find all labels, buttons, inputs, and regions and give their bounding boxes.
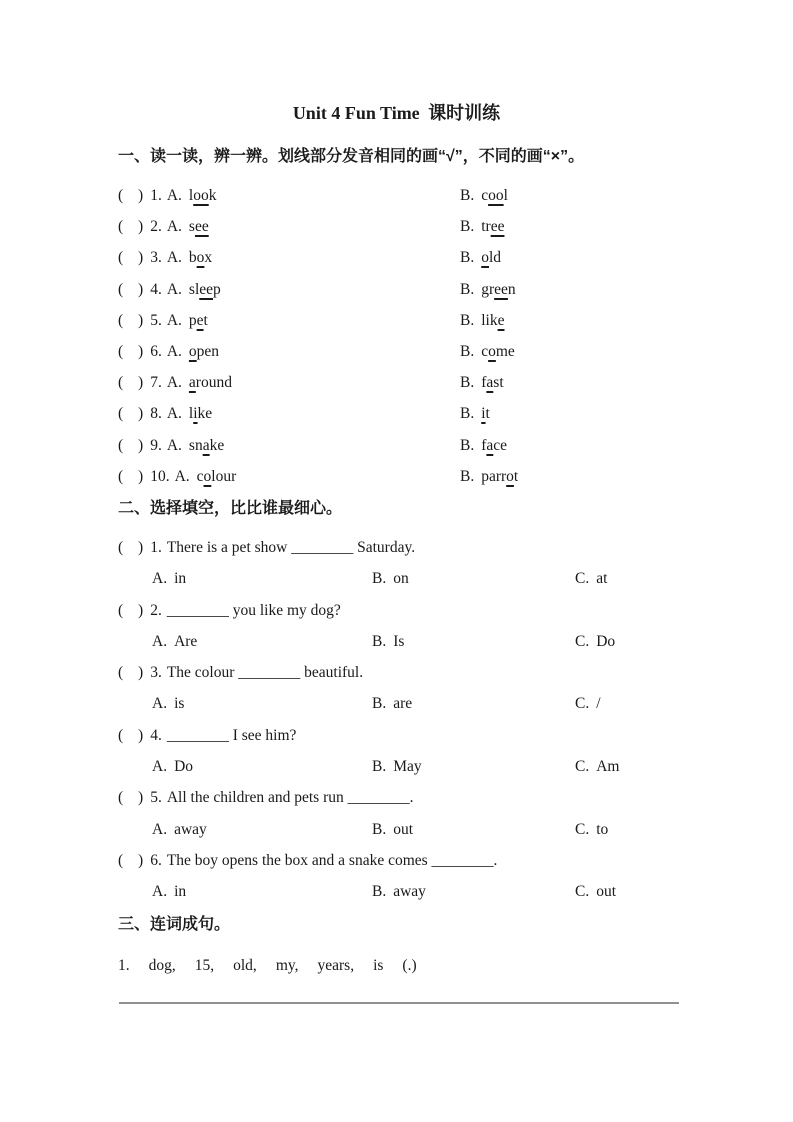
option-b: [372, 688, 412, 719]
question-number: 1.: [150, 539, 162, 556]
word-b-underlined: i: [481, 405, 486, 423]
option-a-label: A.: [174, 467, 190, 485]
answer-bracket: ( ): [118, 187, 144, 204]
pron-item-a: [118, 430, 224, 461]
question-text-line: [118, 532, 415, 563]
word-b-pre: c: [481, 187, 489, 204]
item-number: 2.: [150, 218, 162, 236]
pron-item-b: [460, 305, 504, 336]
option-b-label: B.: [460, 249, 475, 267]
pron-item-b: [460, 336, 515, 367]
pron-item-row: [0, 336, 793, 367]
word-b-underlined: a: [486, 436, 494, 454]
question-text: All the children and pets run ________.: [166, 789, 414, 807]
question-text-line: [118, 845, 497, 876]
option-a-label: A.: [166, 374, 182, 392]
word-a: [189, 187, 217, 204]
question-text-line: [118, 657, 363, 688]
word-b-post: n: [507, 280, 516, 298]
pron-item-row: [0, 242, 793, 273]
word-b: [481, 218, 504, 235]
option-c: [575, 876, 616, 907]
answer-bracket: ( ): [118, 664, 144, 682]
options-row: [0, 814, 793, 845]
pron-item-row: [0, 274, 793, 305]
word-a: [189, 374, 232, 391]
option-c: [575, 563, 607, 594]
option-c-label: C.: [575, 632, 590, 650]
word-b-post: t: [485, 405, 490, 423]
option-c-label: C.: [575, 883, 590, 901]
option-c: [575, 688, 601, 719]
word-b: [481, 437, 507, 454]
title-english: Unit 4 Fun Time: [292, 103, 420, 123]
word-b-pre: gr: [481, 280, 495, 298]
pron-item-row: [0, 398, 793, 429]
option-b-text: on: [393, 570, 409, 588]
question-text: The colour ________ beautiful.: [166, 664, 364, 682]
word-b: [481, 468, 518, 485]
option-b: [372, 563, 409, 594]
option-b-label: B.: [460, 311, 475, 329]
option-c-text: to: [596, 820, 609, 838]
word-b-pre: parr: [481, 467, 507, 485]
answer-bracket: ( ): [118, 851, 144, 869]
pron-item-b: [460, 211, 504, 242]
option-a-label: A.: [166, 280, 182, 298]
option-a-label: A.: [166, 342, 182, 360]
word-a-post: x: [204, 249, 213, 267]
option-b-label: B.: [460, 374, 475, 392]
answer-bracket: ( ): [118, 789, 144, 807]
word-b-underlined: o: [506, 467, 514, 485]
word-b-underlined: oo: [488, 187, 504, 204]
pron-item-row: [0, 430, 793, 461]
answer-bracket: ( ): [118, 726, 144, 744]
option-a: [152, 563, 186, 594]
option-b: [372, 626, 404, 657]
pron-item-b: [460, 461, 518, 492]
word-b-underlined: a: [486, 374, 494, 392]
option-c-label: C.: [575, 758, 590, 776]
word-b-post: ld: [488, 249, 502, 267]
answer-bracket: ( ): [118, 405, 144, 423]
option-a-text: Are: [174, 632, 198, 650]
word: 15,: [194, 957, 215, 974]
option-b-label: B.: [372, 758, 387, 776]
answer-bracket: ( ): [118, 374, 144, 392]
pron-item-a: [118, 461, 236, 492]
word-a-pre: p: [188, 311, 197, 329]
option-a-label: A.: [152, 883, 168, 901]
option-b: [372, 814, 413, 845]
question-text-line: [118, 595, 341, 626]
options-row: [0, 876, 793, 907]
pron-item-a: [118, 180, 216, 211]
word-a: [197, 468, 237, 485]
answer-bracket: ( ): [118, 601, 144, 619]
choice-questions: [0, 532, 793, 908]
pron-item-a: [118, 398, 212, 429]
option-c-text: Do: [596, 632, 616, 650]
option-a: [152, 876, 186, 907]
question-row: [0, 532, 793, 563]
word-a-pre: sn: [188, 436, 203, 454]
title-chinese: 课时训练: [428, 103, 501, 123]
word-a-underlined: e: [196, 311, 204, 329]
question-number: 4.: [150, 726, 162, 744]
pron-item-row: [0, 305, 793, 336]
option-b-label: B.: [460, 187, 475, 204]
word-a-post: k: [208, 187, 217, 204]
word-a: [189, 405, 212, 422]
pron-item-b: [460, 398, 490, 429]
item-number: 9.: [150, 436, 162, 454]
option-a-text: away: [174, 820, 207, 838]
option-c-label: C.: [575, 695, 590, 713]
word-b: [481, 374, 503, 391]
option-c: [575, 626, 615, 657]
item-number: 10.: [150, 467, 170, 485]
section-two-heading: 二、选择填空，比比谁最细心。: [118, 500, 343, 517]
option-a-label: A.: [166, 187, 182, 204]
option-c-text: out: [596, 883, 617, 901]
option-b: [372, 751, 422, 782]
option-b-text: away: [393, 883, 426, 901]
option-b-label: B.: [372, 820, 387, 838]
item-number: 4.: [150, 280, 162, 298]
option-a-label: A.: [166, 405, 182, 423]
word-b-underlined: o: [481, 249, 489, 267]
word-a: [189, 343, 219, 360]
option-c-text: /: [596, 695, 601, 713]
option-a-label: A.: [152, 758, 168, 776]
word-b: [481, 405, 490, 422]
pron-item-a: [118, 242, 212, 273]
word-b-underlined: ee: [494, 280, 508, 298]
word-a-pre: l: [188, 405, 194, 423]
word-a: [189, 218, 209, 235]
pronunciation-items: [0, 180, 793, 492]
pron-item-a: [118, 367, 232, 398]
option-b-label: B.: [372, 695, 387, 713]
question-row: [0, 782, 793, 813]
item-number: 1.: [150, 187, 162, 204]
pron-item-b: [460, 180, 508, 211]
option-c-label: C.: [575, 820, 590, 838]
section-one-heading: 一、读一读，辨一辨。划线部分发音相同的画“√”，不同的画“×”。: [118, 148, 585, 165]
word-a-post: round: [195, 374, 232, 392]
word-b-post: ce: [493, 436, 508, 454]
question-row: [0, 845, 793, 876]
option-a: [152, 751, 193, 782]
word-a-pre: s: [188, 218, 195, 236]
answer-bracket: ( ): [118, 342, 144, 360]
word-b-underlined: ee: [490, 218, 505, 236]
option-b-label: B.: [460, 280, 475, 298]
option-a-label: A.: [152, 820, 168, 838]
word-a-underlined: ee: [194, 218, 209, 236]
option-c-label: C.: [575, 570, 590, 588]
word-a-pre: b: [188, 249, 197, 267]
word-b-post: l: [503, 187, 508, 204]
answer-bracket: ( ): [118, 311, 144, 329]
item-number: 5.: [150, 311, 162, 329]
word-a-underlined: ee: [199, 280, 214, 298]
option-a-text: is: [174, 695, 185, 713]
option-a-text: in: [174, 883, 187, 901]
pron-item-row: [0, 461, 793, 492]
word: (.): [402, 957, 417, 974]
word: my,: [275, 957, 299, 974]
word-a-underlined: oo: [193, 187, 209, 204]
word-b-pre: f: [481, 436, 487, 454]
option-a: [152, 688, 184, 719]
option-a-label: A.: [152, 632, 168, 650]
word-b-post: st: [493, 374, 504, 392]
option-b-label: B.: [372, 883, 387, 901]
option-a-label: A.: [166, 249, 182, 267]
word-b: [481, 312, 504, 329]
word-b-underlined: o: [488, 342, 496, 360]
word-b-pre: lik: [481, 311, 498, 329]
option-b-label: B.: [460, 467, 475, 485]
word-a-post: ke: [209, 436, 225, 454]
pron-item-b: [460, 242, 501, 273]
options-row: [0, 751, 793, 782]
word-b: [481, 343, 515, 360]
option-b-text: out: [393, 820, 414, 838]
question-number: 3.: [150, 664, 162, 682]
word-b-pre: f: [481, 374, 487, 392]
word-a-post: p: [213, 280, 221, 298]
word-a: [189, 281, 221, 298]
option-a-label: A.: [152, 695, 168, 713]
option-b-label: B.: [460, 436, 475, 454]
word-b-pre: c: [481, 342, 489, 360]
pron-item-b: [460, 430, 507, 461]
option-b-label: B.: [460, 405, 475, 423]
option-b-label: B.: [372, 632, 387, 650]
option-b-label: B.: [460, 342, 475, 360]
options-row: [0, 626, 793, 657]
question-text: There is a pet show ________ Saturday.: [166, 539, 416, 556]
item-number: 6.: [150, 342, 162, 360]
item-number: 7.: [150, 374, 162, 392]
word-a-underlined: o: [196, 249, 205, 267]
option-a-text: Do: [174, 758, 194, 776]
option-c: [575, 751, 619, 782]
question-text: The boy opens the box and a snake comes ________.: [166, 851, 498, 869]
word-b-underlined: e: [497, 311, 505, 329]
question-row: [0, 720, 793, 751]
question-text: ________ I see him?: [166, 726, 297, 744]
option-c: [575, 814, 608, 845]
options-row: [0, 563, 793, 594]
word-a-post: lour: [211, 467, 237, 485]
pron-item-a: [118, 305, 208, 336]
pron-item-a: [118, 211, 209, 242]
option-b-text: are: [393, 695, 413, 713]
word-a: [189, 312, 208, 329]
word-a-post: pen: [196, 342, 220, 360]
question-text: ________ you like my dog?: [166, 601, 341, 619]
word-a-underlined: a: [202, 436, 210, 454]
question-text-line: [118, 720, 296, 751]
section-three-heading: 三、连词成句。: [118, 916, 231, 933]
option-a-label: A.: [166, 311, 182, 329]
question-number: 6.: [150, 851, 162, 869]
option-a: [152, 814, 207, 845]
item-number: 8.: [150, 405, 162, 423]
question-number: 2.: [150, 601, 162, 619]
option-b-text: Is: [393, 632, 405, 650]
pron-item-a: [118, 274, 221, 305]
answer-writing-line: [119, 1002, 679, 1004]
option-c-text: at: [596, 570, 608, 588]
exercise-number: 1.: [118, 957, 130, 974]
pron-item-row: [0, 367, 793, 398]
pron-item-row: [0, 180, 793, 211]
answer-bracket: ( ): [118, 436, 144, 454]
pron-item-row: [0, 211, 793, 242]
question-text-line: [118, 782, 414, 813]
answer-bracket: ( ): [118, 467, 144, 485]
pron-item-b: [460, 274, 516, 305]
answer-bracket: ( ): [118, 280, 144, 298]
word: is: [373, 957, 384, 974]
word-a: [189, 249, 212, 266]
word-b-pre: tr: [481, 218, 491, 236]
question-number: 5.: [150, 789, 162, 807]
word-a-pre: sl: [188, 280, 200, 298]
option-a-text: in: [174, 570, 187, 588]
word-a: [189, 437, 224, 454]
options-row: [0, 688, 793, 719]
option-c-text: Am: [596, 758, 620, 776]
word-a-underlined: o: [188, 342, 197, 360]
option-a-label: A.: [152, 570, 168, 588]
item-number: 3.: [150, 249, 162, 267]
word-b: [481, 187, 508, 204]
word-a-post: t: [203, 311, 208, 329]
word-b-post: t: [513, 467, 519, 485]
option-a-label: A.: [166, 218, 182, 236]
word-b: [481, 281, 515, 298]
worksheet-title: [0, 101, 793, 125]
word-a-underlined: o: [203, 467, 212, 485]
answer-bracket: ( ): [118, 218, 144, 236]
question-row: [0, 657, 793, 688]
question-row: [0, 595, 793, 626]
option-b: [372, 876, 426, 907]
word: old,: [233, 957, 257, 974]
word-order-exercise: [118, 955, 417, 977]
word: years,: [317, 957, 355, 974]
option-a: [152, 626, 197, 657]
word: dog,: [148, 957, 176, 974]
option-b-label: B.: [372, 570, 387, 588]
answer-bracket: ( ): [118, 249, 144, 267]
option-a-label: A.: [166, 436, 182, 454]
word-a-post: ke: [197, 405, 213, 423]
word-a-pre: c: [196, 467, 204, 485]
word-b-post: me: [495, 342, 515, 360]
pron-item-b: [460, 367, 504, 398]
pron-item-a: [118, 336, 219, 367]
option-b-text: May: [393, 758, 422, 776]
option-b-label: B.: [460, 218, 475, 236]
word-a-underlined: a: [188, 374, 196, 392]
answer-bracket: ( ): [118, 539, 144, 556]
word-a-underlined: i: [193, 405, 198, 423]
word-a-pre: l: [188, 187, 194, 204]
word-b: [481, 249, 501, 266]
